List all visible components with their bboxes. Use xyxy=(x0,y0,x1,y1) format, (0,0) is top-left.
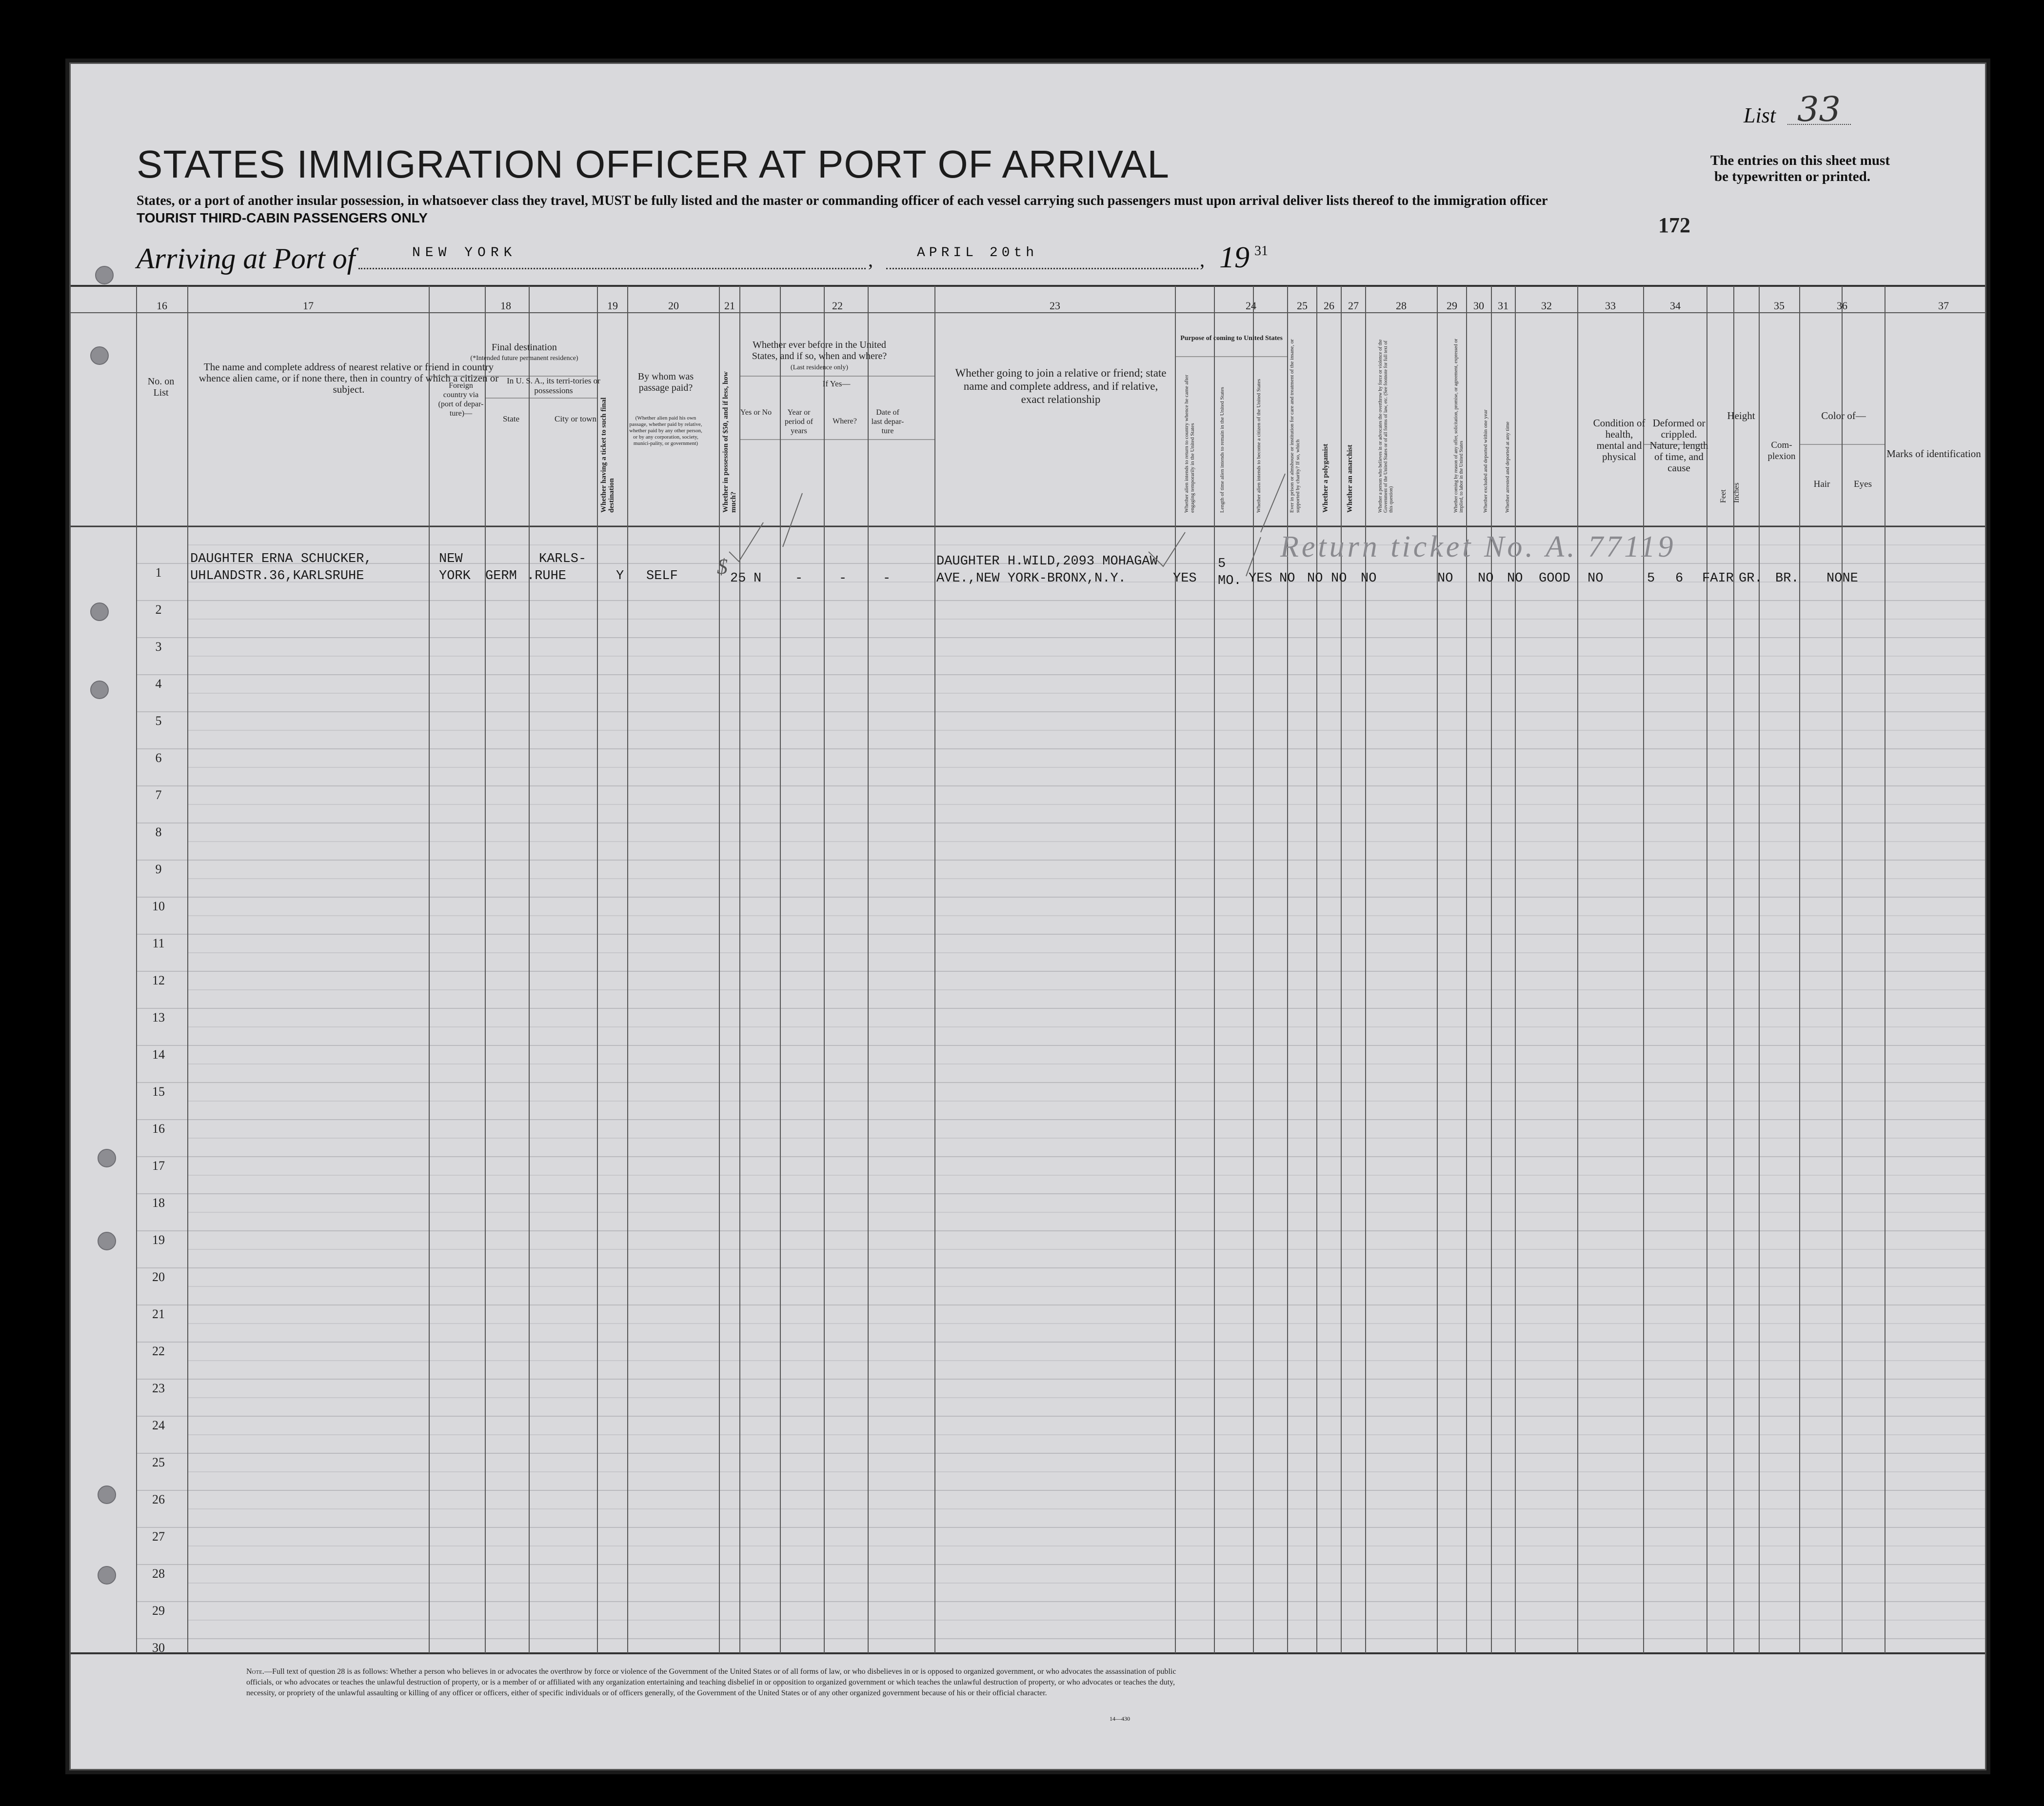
row-number: 28 xyxy=(152,1566,165,1581)
column-number: 24 xyxy=(1246,300,1256,312)
row-number: 30 xyxy=(152,1641,165,1655)
header-ever-before-note: (Last residence only) xyxy=(790,364,849,371)
header-no-on-list: No. on List xyxy=(147,376,175,398)
row-number: 7 xyxy=(155,788,162,802)
header-arrested: Whether arrested and deported at any time xyxy=(1505,421,1510,513)
relative-line-1: DAUGHTER ERNA SCHUCKER, xyxy=(190,552,372,566)
complexion-value: FAIR xyxy=(1702,571,1734,586)
header-final-destination-note: (*Intended future permanent residence) xyxy=(470,355,578,362)
header-prison: Ever in prison or almshouse or institution for care and treatment of the insane, or supported by charity? If so, which xyxy=(1289,339,1301,513)
header-if-yes: If Yes— xyxy=(822,379,851,388)
ticket-value: Y xyxy=(616,569,624,583)
header-health: Condition of health, mental and physical xyxy=(1593,417,1646,462)
polygamist-value: NO xyxy=(1307,571,1323,586)
anarchist-value: NO xyxy=(1331,571,1347,586)
row-number: 14 xyxy=(152,1047,165,1062)
column-number: 32 xyxy=(1541,300,1552,312)
class-line: TOURIST THIRD-CABIN PASSENGERS ONLY xyxy=(137,210,428,225)
header-yes-or-no: Yes or No xyxy=(740,408,772,417)
city-line-2: .RUHE xyxy=(527,569,567,583)
header-polygamist: Whether a polygamist xyxy=(1322,443,1330,513)
header-passage-paid: By whom was passage paid? xyxy=(637,371,694,393)
handwritten-note: Return ticket No. A. 77119 xyxy=(1280,530,1676,563)
column-number: 37 xyxy=(1938,300,1949,312)
foreign-line-2: YORK xyxy=(439,569,471,583)
column-number: 27 xyxy=(1348,300,1359,312)
relative-line-2: UHLANDSTR.36,KARLSRUHE xyxy=(190,569,364,583)
paid-by-value: SELF xyxy=(646,569,678,583)
row-number: 10 xyxy=(152,899,165,913)
column-number: 19 xyxy=(607,300,618,312)
header-purpose-a: Whether alien intends to return to country whence he came after engaging temporarily in the United States xyxy=(1184,375,1195,513)
intro-line: States, or a port of another insular possession, in whatsoever class they travel, MUST be fully listed and the master or commanding officer of each vessel carrying such passengers must upon arrival deliver lists thereof to the immigration officer xyxy=(137,193,1548,208)
citizen-value: YES xyxy=(1249,571,1272,586)
health-value: GOOD xyxy=(1539,571,1570,586)
header-ticket: Whether having a ticket to such final destination xyxy=(600,397,615,513)
header-deformed: Deformed or crippled. Nature, length of time, and cause xyxy=(1649,417,1708,474)
column-number: 34 xyxy=(1670,300,1681,312)
before-yes-no: N xyxy=(754,571,762,586)
footnote-lead: Note. xyxy=(246,1667,264,1676)
header-purpose-c: Whether alien intends to become a citizen of the United States xyxy=(1256,379,1262,513)
excluded-value: NO xyxy=(1478,571,1494,586)
column-number: 31 xyxy=(1498,300,1508,312)
state-value: GERM xyxy=(485,569,517,583)
punch-hole xyxy=(90,346,109,365)
header-relative-address: The name and complete address of nearest relative or friend in country whence alien came, or if none there, then in country of which a citizen or subject. xyxy=(198,361,499,395)
column-number: 17 xyxy=(303,300,314,312)
eyes-value: BR. xyxy=(1775,571,1799,586)
purpose-return: YES xyxy=(1173,571,1197,586)
row-number: 1 xyxy=(155,565,162,580)
punch-hole xyxy=(90,602,109,621)
column-number: 23 xyxy=(1050,300,1060,312)
header-labor: Whether coming by reason of any offer, solicitation, promise, or agreement, expressed or implied, to labor in the United States xyxy=(1453,339,1464,513)
list-number: 33 xyxy=(1797,89,1841,129)
port-value: NEW YORK xyxy=(412,245,517,261)
punch-hole xyxy=(98,1149,116,1167)
row-number: 21 xyxy=(152,1307,165,1321)
length-line-1: 5 xyxy=(1218,557,1226,571)
join-line-2: AVE.,NEW YORK-BRONX,N.Y. xyxy=(936,571,1126,586)
row-number: 15 xyxy=(152,1084,165,1099)
prison-value: NO xyxy=(1279,571,1295,586)
inches-value: 6 xyxy=(1675,571,1684,586)
form-number: 14—430 xyxy=(1110,1715,1130,1722)
year-prefix: 19 xyxy=(1219,241,1250,274)
city-line-1: KARLS- xyxy=(539,552,587,566)
foreign-line-1: NEW xyxy=(439,552,463,566)
money-mark: $ xyxy=(717,555,728,579)
column-number: 20 xyxy=(668,300,679,312)
column-number: 30 xyxy=(1473,300,1484,312)
pencil-marks xyxy=(71,64,1985,649)
arriving-label: Arriving at Port of xyxy=(137,242,356,275)
column-number: 36 xyxy=(1837,300,1847,312)
row-number: 24 xyxy=(152,1418,165,1432)
row-number: 17 xyxy=(152,1159,165,1173)
comma: , xyxy=(1200,249,1205,271)
page-title: STATES IMMIGRATION OFFICER AT PORT OF ARRIVAL xyxy=(137,142,1170,186)
column-number: 29 xyxy=(1447,300,1457,312)
money-value: 25 xyxy=(730,571,746,586)
header-anarchist: Whether an anarchist xyxy=(1346,444,1354,513)
footnote xyxy=(246,1666,1197,1699)
footnote-text: —Full text of question 28 is as follows: Whether a person who believes in or advocates the overthrow by force or violence of the Government of the United States or of all forms of law, or who disbelieves in or is opposed to organized government, or who advocates the assassination of public officials, or who advocates or teaches the unlawful destruction of property, or is a member of or affiliated with any organization entertaining and teaching disbelief in or opposition to organized government or which teaches the unlawful destruction of property, or who advocates or teaches the duty, necessity, or propriety of the unlawful assaulting or killing of any officer or officers, either of specific individuals or of officers generally, of the Government of the United States or of any other organized government because of his or their official character. xyxy=(246,1667,1176,1697)
column-number: 22 xyxy=(832,300,843,312)
row-number: 8 xyxy=(155,825,162,839)
join-line-1: DAUGHTER H.WILD,2093 MOHAGAW xyxy=(936,554,1158,569)
row-number: 5 xyxy=(155,714,162,728)
row-number: 13 xyxy=(152,1010,165,1024)
row-number: 27 xyxy=(152,1529,165,1544)
column-number: 16 xyxy=(157,300,167,312)
punch-hole xyxy=(98,1485,116,1504)
marks-value: NONE xyxy=(1826,571,1858,586)
header-complexion: Com-plexion xyxy=(1767,440,1796,462)
header-purpose: Purpose of coming to United States xyxy=(1180,335,1283,342)
header-years: Year or period of years xyxy=(784,408,814,435)
header-money: Whether in possession of $50, and if less, how much? xyxy=(722,371,737,513)
punch-hole xyxy=(98,1566,116,1585)
row-number: 6 xyxy=(155,751,162,765)
header-foreign-country: Foreign country via (port of depar-ture)— xyxy=(438,381,484,418)
hair-value: GR. xyxy=(1739,571,1763,586)
row-number: 23 xyxy=(152,1381,165,1395)
year-suffix: 31 xyxy=(1254,243,1268,259)
before-where: - xyxy=(839,571,847,586)
column-number: 26 xyxy=(1324,300,1334,312)
before-date: - xyxy=(883,571,891,586)
column-number: 18 xyxy=(500,300,511,312)
header-join-relative: Whether going to join a relative or friend; state name and complete address, and if relative, exact relationship xyxy=(955,367,1167,405)
punch-hole xyxy=(90,681,109,699)
row-number: 19 xyxy=(152,1233,165,1247)
column-number: 35 xyxy=(1774,300,1785,312)
row-number: 3 xyxy=(155,640,162,654)
row-number: 11 xyxy=(152,936,165,950)
labor-value: NO xyxy=(1437,571,1453,586)
header-ever-before: Whether ever before in the United States, and if so, when and where? xyxy=(752,340,887,361)
list-label: List xyxy=(1744,103,1776,127)
row-number: 9 xyxy=(155,862,162,876)
punch-hole xyxy=(95,266,114,284)
deformed-value: NO xyxy=(1588,571,1604,586)
row-number: 16 xyxy=(152,1122,165,1136)
punch-hole xyxy=(98,1232,116,1250)
column-number: 21 xyxy=(724,300,735,312)
header-final-destination: Final destination xyxy=(492,342,557,353)
row-number: 12 xyxy=(152,973,165,987)
row-number: 18 xyxy=(152,1196,165,1210)
feet-value: 5 xyxy=(1647,571,1655,586)
row-number: 29 xyxy=(152,1604,165,1618)
row-number: 22 xyxy=(152,1344,165,1358)
header-marks: Marks of identification xyxy=(1886,448,1981,460)
column-number: 25 xyxy=(1297,300,1308,312)
header-in-usa: In U. S. A., its terri-tories or possessions xyxy=(507,376,600,395)
note-right-2: be typewritten or printed. xyxy=(1714,169,1871,184)
header-inches: Inches xyxy=(1732,482,1741,503)
page-number: 172 xyxy=(1658,213,1690,237)
comma: , xyxy=(868,249,873,271)
header-hair: Hair xyxy=(1813,479,1830,489)
before-years: - xyxy=(795,571,803,586)
header-city: City or town xyxy=(555,414,596,423)
column-number: 33 xyxy=(1605,300,1616,312)
arrested-value: NO xyxy=(1507,571,1523,586)
header-where: Where? xyxy=(833,417,857,425)
header-date-departure: Date of last depar-ture xyxy=(871,408,904,435)
header-overthrow: Whether a person who believes in or advocates the overthrow by force or violence of the Government of the United States or of all forms of law, etc. (See footnote for full text of this question) xyxy=(1378,339,1394,513)
row-number: 26 xyxy=(152,1492,165,1506)
row-number: 25 xyxy=(152,1455,165,1469)
row-number: 4 xyxy=(155,677,162,691)
header-purpose-b: Length of time alien intends to remain in the United States xyxy=(1219,387,1225,513)
date-value: APRIL 20th xyxy=(917,245,1038,261)
header-color: Color of— xyxy=(1821,410,1866,421)
note-right-1: The entries on this sheet must xyxy=(1710,153,1890,168)
column-number: 28 xyxy=(1396,300,1407,312)
header-height: Height xyxy=(1727,410,1755,421)
row-number: 2 xyxy=(155,602,162,617)
header-eyes: Eyes xyxy=(1854,479,1872,489)
length-line-2: MO. xyxy=(1218,574,1242,588)
overthrow-value: NO xyxy=(1361,571,1377,586)
header-passage-paid-note: (Whether alien paid his own passage, whether paid by relative, whether paid by any other person, or by any corporation, society, munici-pality, or government) xyxy=(629,415,702,446)
header-excluded: Whether excluded and deported within one year xyxy=(1483,409,1488,513)
manifest-sheet xyxy=(69,62,1986,1770)
header-state: State xyxy=(503,414,519,423)
row-number: 20 xyxy=(152,1270,165,1284)
header-feet: Feet xyxy=(1719,489,1727,503)
